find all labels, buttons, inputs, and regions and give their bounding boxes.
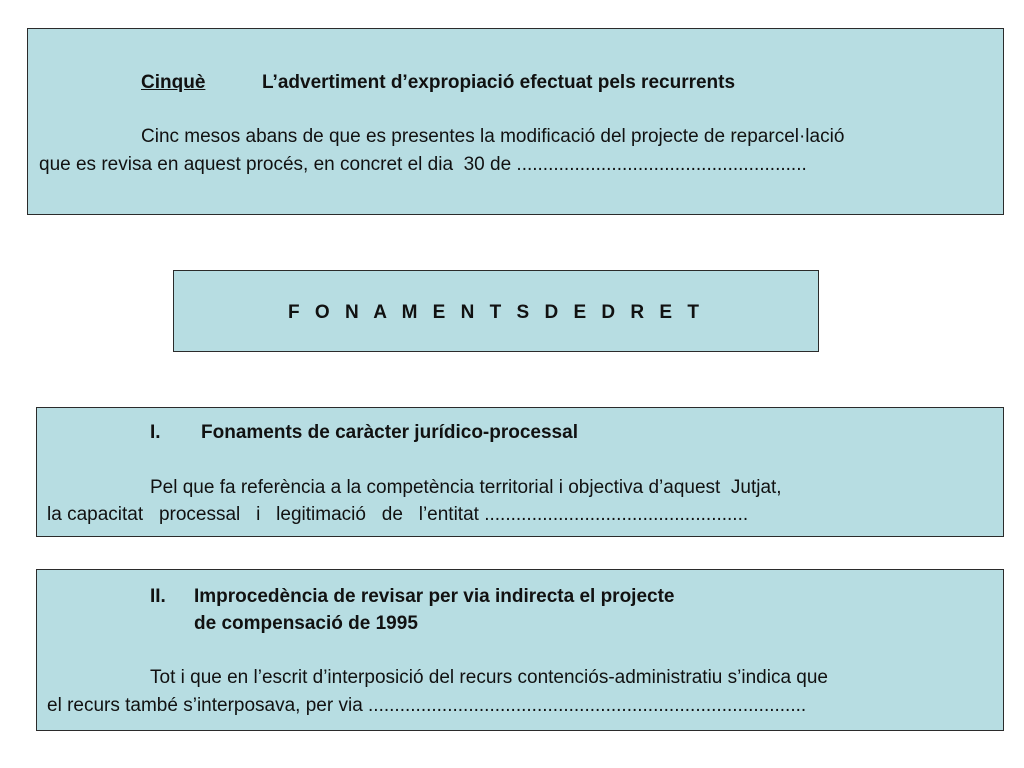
fonaments-de-dret-box: [173, 270, 819, 352]
section-ii-box: [36, 569, 1004, 731]
paragraph-line: Cinc mesos abans de que es presentes la modificació del projecte de reparcel·lació: [141, 126, 845, 147]
paragraph-line: Pel que fa referència a la competència territorial i objectiva d’aquest Jutjat,: [150, 477, 782, 498]
section-title-continued: de compensació de 1995: [194, 613, 418, 634]
section-i-box: [36, 407, 1004, 537]
paragraph-line: Tot i que en l’escrit d’interposició del recurs contenciós-administratiu s’indica que: [150, 667, 828, 688]
section-numeral: I.: [150, 422, 161, 443]
paragraph-line: el recurs també s’interposava, per via ...................................................................................: [47, 695, 807, 716]
section-title: Improcedència de revisar per via indirecta el projecte: [194, 586, 675, 607]
section-label: Cinquè: [141, 72, 206, 93]
section-numeral: II.: [150, 586, 166, 607]
paragraph-line: que es revisa en aquest procés, en concret el dia 30 de .......................................................: [39, 154, 807, 175]
section-title: Fonaments de caràcter jurídico-processal: [201, 422, 578, 443]
section-title: L’advertiment d’expropiació efectuat pels recurrents: [262, 72, 736, 93]
paragraph-line: la capacitat processal i legitimació de l’entitat ..................................................: [47, 504, 749, 525]
section-heading: F O N A M E N T S D E D R E T: [288, 302, 704, 323]
section-cinque-box: [27, 28, 1004, 215]
